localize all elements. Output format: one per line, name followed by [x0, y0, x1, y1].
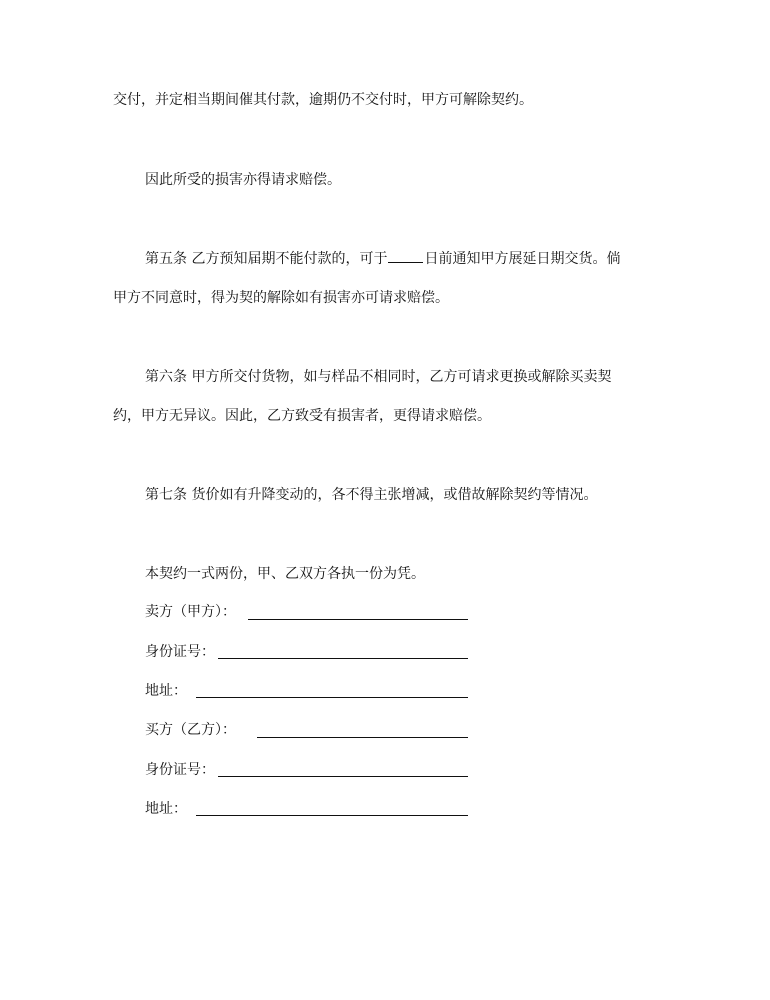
buyer-signature-line: [257, 737, 468, 738]
buyer-address-row: [145, 799, 187, 819]
buyer-address-label: 地址：: [145, 801, 187, 817]
article-seven: 第七条 货价如有升降变动的，各不得主张增减，或借故解除契约等情况。: [145, 487, 598, 503]
seller-address-line: [196, 697, 468, 698]
article-six-line-2: 约，甲方无异议。因此，乙方致受有损害者，更得请求赔偿。: [113, 408, 491, 424]
paragraph-payment-terms: 交付，并定相当期间催其付款，逾期仍不交付时，甲方可解除契约。: [113, 92, 533, 108]
buyer-id-row: [145, 760, 215, 780]
seller-id-label: 身份证号：: [145, 644, 215, 660]
seller-address-row: [145, 681, 187, 701]
buyer-label: 买方（乙方）：: [145, 722, 236, 738]
copies-statement: 本契约一式两份，甲、乙双方各执一份为凭。: [145, 566, 425, 582]
seller-signature-line: [248, 619, 468, 620]
article-five-line-1: [145, 248, 620, 268]
article-five-text-b: 日前通知甲方展延日期交货。倘: [424, 251, 621, 267]
article-five-line-2: 甲方不同意时，得为契的解除如有损害亦可请求赔偿。: [113, 290, 449, 306]
seller-id-line: [218, 658, 468, 659]
seller-id-row: [145, 642, 215, 662]
seller-row: [145, 602, 236, 622]
buyer-address-line: [196, 815, 468, 816]
article-six-line-1: 第六条 甲方所交付货物，如与样品不相同时，乙方可请求更换或解除买卖契: [145, 369, 612, 385]
days-blank-field: [388, 248, 423, 263]
article-five-text-a: 第五条 乙方预知届期不能付款的，可于: [145, 251, 388, 267]
paragraph-compensation: 因此所受的损害亦得请求赔偿。: [145, 172, 341, 188]
buyer-id-line: [218, 776, 468, 777]
buyer-row: [145, 720, 236, 740]
buyer-id-label: 身份证号：: [145, 762, 215, 778]
seller-address-label: 地址：: [145, 683, 187, 699]
seller-label: 卖方（甲方）：: [145, 604, 236, 620]
